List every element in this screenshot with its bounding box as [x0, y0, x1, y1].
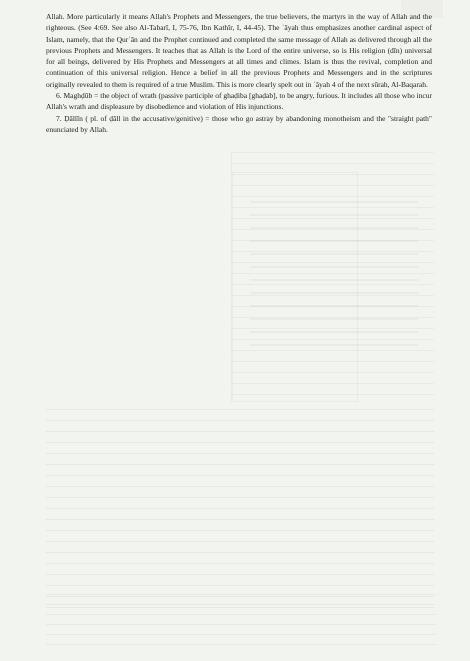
- main-text-block: [46, 11, 432, 135]
- bleed-through-footer-lines: [46, 594, 436, 654]
- paragraph-dallin: 7. Ḍāllīn ( pl. of ḍāll in the accusative/genitive) = those who go astray by abandoning monotheism and the "straight path" enunciated by Allah.: [46, 113, 432, 134]
- bleed-through-arabic-text: [250, 201, 418, 347]
- bleed-through-lines: [46, 409, 434, 609]
- paragraph-maghdub: 6. Maghḍūb = the object of wrath (passive participle of ghaḍiba [ghaḍab], to be angry, furious. It includes all those who incur Allah's wrath and displeasure by disobedience and violation of His injunctions.: [46, 91, 432, 112]
- paragraph-commentary: Allah. More particularly it means Allah's Prophets and Messengers, the true believers, the martyrs in the way of Allah and the righteous. (See 4:69. See also Al-Tabarī, I, 75-76, Ibn Kathīr, I, 44-45). The ʾāyah thus emphasizes another cardinal aspect of Islam, namely, that the Qurʾān and the Prophet continued and completed the same message of Allah as delivered through all the previous Prophets and Messengers. It teaches that as Allah is the Lord of the entire universe, so is His religion (dīn) universal for all beings, delivered by His Prophets and Messengers at all times and climes. Islam is thus the revival, completion and continuation of this universal religion. Hence a belief in all the previous Prophets and Messengers and in the scriptures originally revealed to them is required of a true Muslim. This is more clearly spelt out in ʾāyah 4 of the next sūrah, Al-Baqarah.: [46, 12, 432, 89]
- bleed-through-column: [231, 152, 434, 402]
- bleed-through-box: [232, 172, 358, 402]
